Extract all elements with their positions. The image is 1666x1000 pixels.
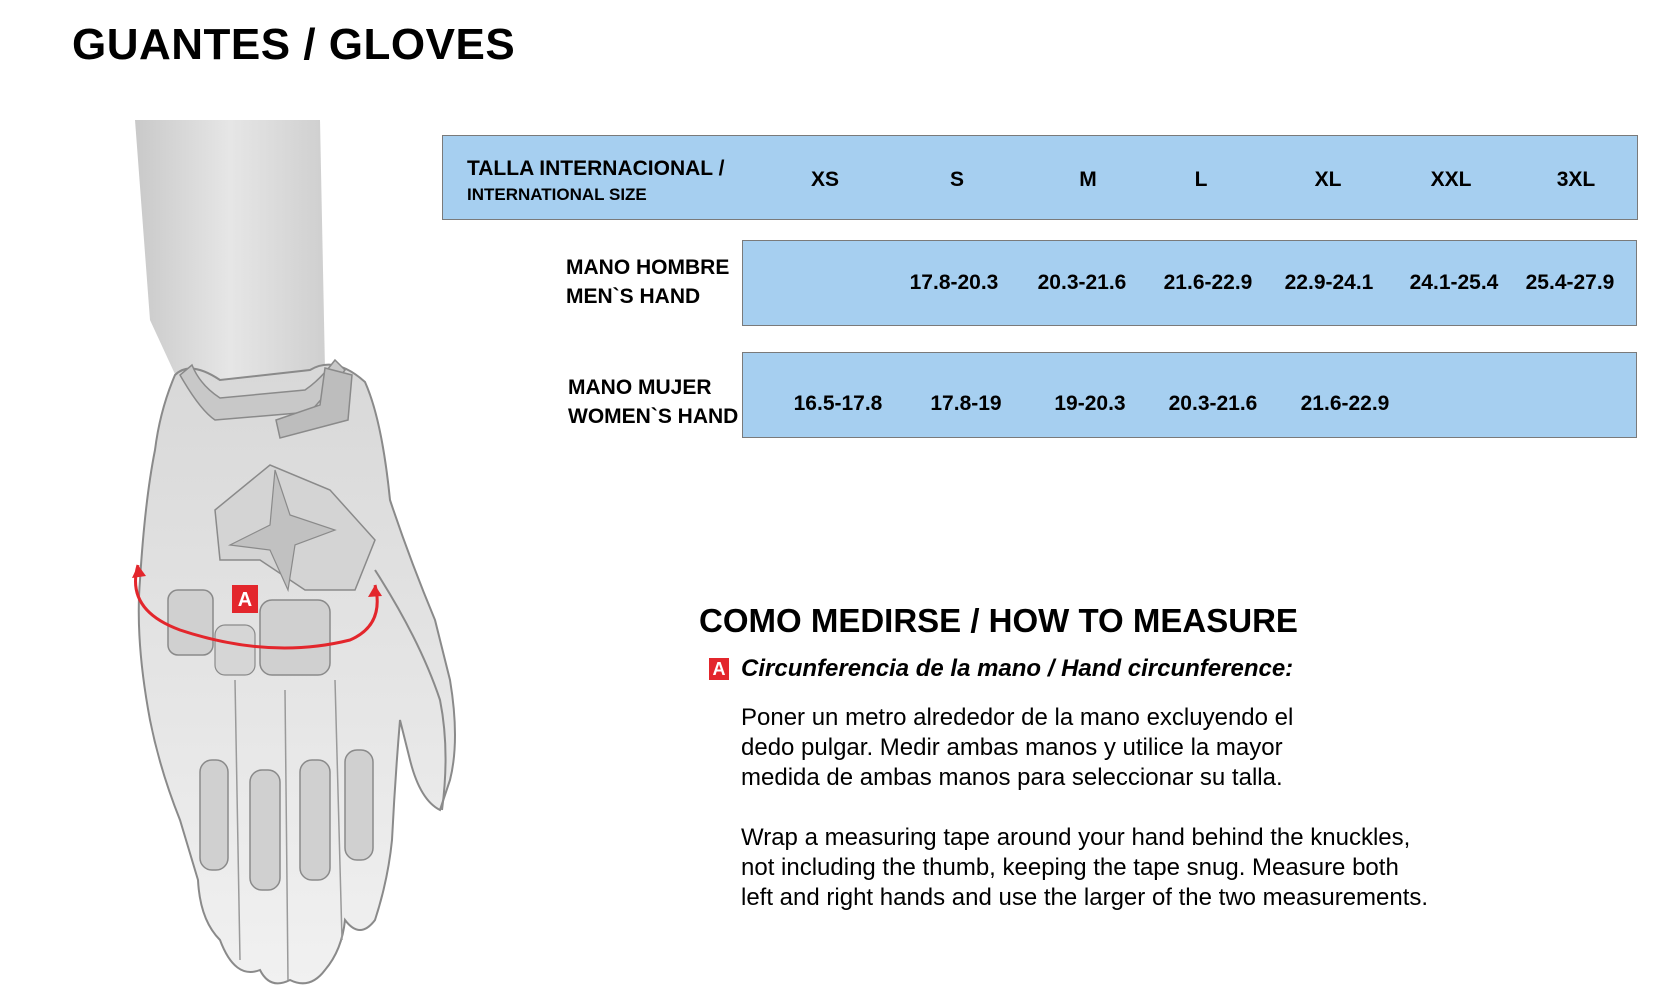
size-xxl: XXL [1430,168,1472,191]
spanish-instructions [741,703,1501,793]
size-xl: XL [1314,168,1342,191]
spanish-line: Poner un metro alrededor de la mano excluyendo el [741,704,1294,731]
men-label-line1: MANO HOMBRE [566,256,730,279]
english-line: not including the thumb, keeping the tape snug. Measure both [741,854,1399,881]
header-label-line1: TALLA INTERNACIONAL / [467,157,725,180]
international-size-label [467,156,724,208]
size-m: M [1079,168,1097,191]
how-to-measure-title: COMO MEDIRSE / HOW TO MEASURE [699,602,1298,639]
men-label-line2: MEN`S HAND [566,285,701,308]
men-value-m: 20.3-21.6 [1037,271,1127,294]
men-value-xl: 22.9-24.1 [1284,271,1374,294]
spanish-line: dedo pulgar. Medir ambas manos y utilice la mayor [741,734,1283,761]
women-hand-row [742,352,1637,438]
women-hand-label [568,373,738,431]
men-value-s: 17.8-20.3 [909,271,999,294]
men-value-xxl: 24.1-25.4 [1409,271,1499,294]
english-instructions [741,823,1501,913]
women-label-line2: WOMEN`S HAND [568,405,739,428]
size-s: S [949,168,965,191]
women-value-m: 19-20.3 [1054,392,1126,415]
women-value-xs: 16.5-17.8 [793,392,883,415]
men-value-3xl: 25.4-27.9 [1525,271,1615,294]
men-value-l: 21.6-22.9 [1163,271,1253,294]
english-line: Wrap a measuring tape around your hand behind the knuckles, [741,824,1411,851]
women-label-line1: MANO MUJER [568,376,712,399]
women-value-l: 20.3-21.6 [1168,392,1258,415]
header-label-line2: INTERNATIONAL SIZE [467,185,647,204]
men-hand-label [566,253,729,311]
size-l: L [1194,168,1208,191]
english-line: left and right hands and use the larger of the two measurements. [741,884,1429,911]
spanish-line: medida de ambas manos para seleccionar su talla. [741,764,1283,791]
page-title: GUANTES / GLOVES [72,20,516,69]
men-hand-row [742,240,1637,326]
hand-circumference-subtitle: Circunferencia de la mano / Hand circunference: [741,655,1294,682]
measure-a-badge: A [709,658,729,680]
glove-hand-illustration-icon [120,120,500,1000]
women-value-xl: 21.6-22.9 [1300,392,1390,415]
women-value-s: 17.8-19 [930,392,1002,415]
marker-label: A [237,589,253,611]
size-header-band [442,135,1638,220]
size-xs: XS [810,168,840,191]
size-3xl: 3XL [1556,168,1596,191]
